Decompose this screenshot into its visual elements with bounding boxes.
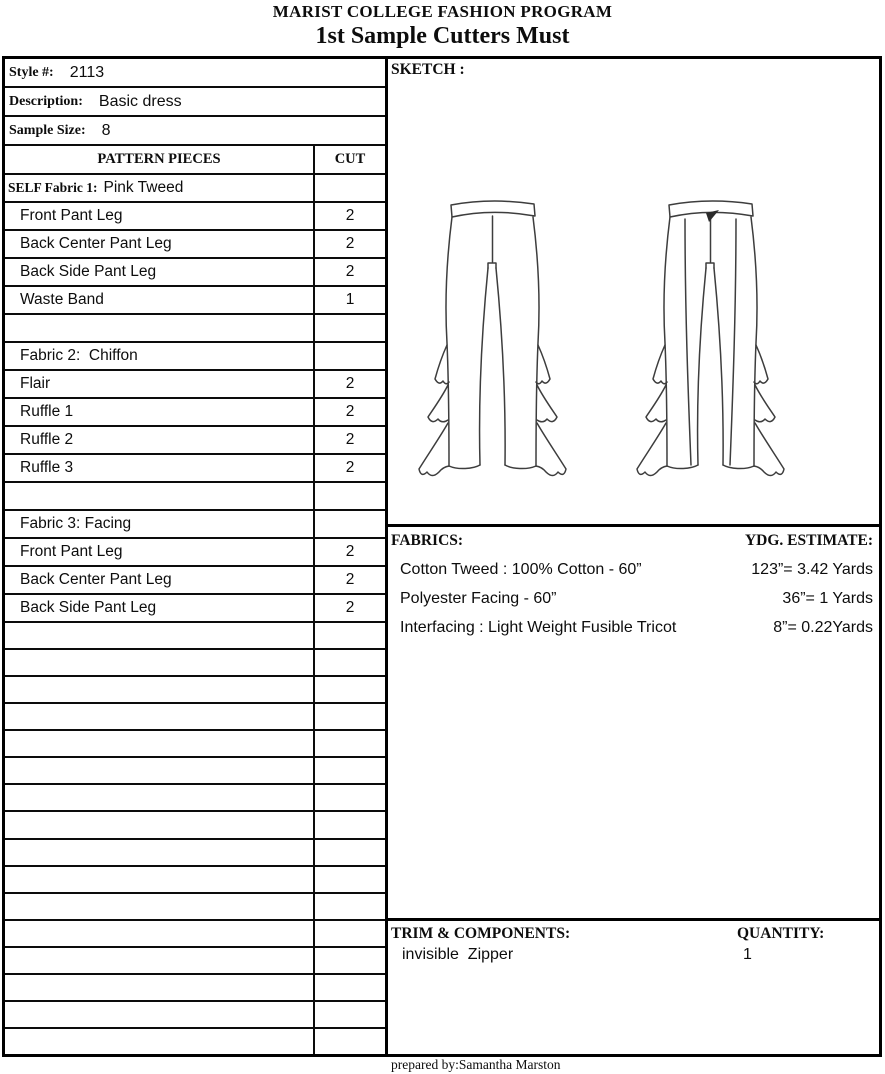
pattern-row [5, 539, 385, 567]
pattern-piece-name-cell [5, 483, 315, 509]
piece-name: Back Center Pant Leg [20, 571, 172, 588]
pattern-row [5, 483, 385, 511]
description-label: Description: [9, 93, 83, 109]
ydg-estimate-label: YDG. ESTIMATE: [744, 532, 873, 549]
cut-count-cell [315, 175, 385, 201]
program-title: MARIST COLLEGE FASHION PROGRAM [272, 2, 613, 21]
pattern-row-empty [5, 948, 385, 975]
pattern-row-empty [5, 704, 385, 731]
cut-count-cell [315, 731, 385, 756]
pattern-row [5, 567, 385, 595]
fabric-name: Cotton Tweed : 100% Cotton - 60” [400, 561, 642, 578]
pattern-row-empty [5, 867, 385, 894]
cut-count-cell [315, 948, 385, 973]
pattern-piece-name-cell [5, 399, 315, 425]
cut-count-cell [315, 975, 385, 1000]
cut-count-cell: 2 [345, 599, 355, 616]
pattern-pieces-panel [5, 59, 388, 1054]
pants-back-view-sketch [637, 201, 784, 475]
pattern-piece-name-cell [5, 894, 315, 919]
pattern-row-empty [5, 785, 385, 812]
pattern-piece-name-cell [5, 315, 315, 341]
cut-count-cell [315, 650, 385, 675]
pattern-pieces-column-header: PATTERN PIECES [5, 146, 315, 173]
piece-name: Back Center Pant Leg [20, 235, 172, 252]
pattern-row-empty [5, 731, 385, 758]
cut-count-cell [315, 343, 385, 369]
sample-size-value: 8 [101, 121, 111, 139]
pattern-piece-name-cell [5, 343, 315, 369]
cut-count-cell: 2 [345, 543, 355, 560]
right-panel [388, 59, 879, 1054]
pattern-row [5, 371, 385, 399]
piece-name: Ruffle 3 [20, 459, 74, 476]
fabrics-header [391, 532, 873, 550]
fabric-name: Polyester Facing - 60” [400, 590, 557, 607]
sample-size-row [5, 117, 385, 146]
pattern-row [5, 399, 385, 427]
cut-column-header: CUT [334, 151, 366, 167]
pattern-piece-name-cell [5, 175, 315, 201]
piece-name: Back Side Pant Leg [20, 263, 157, 280]
fabrics-label: FABRICS: [391, 532, 464, 549]
pattern-row-empty [5, 758, 385, 785]
cut-count-cell [315, 812, 385, 837]
pattern-row [5, 175, 385, 203]
cut-count-cell [315, 867, 385, 892]
sketch-label: SKETCH : [391, 61, 465, 78]
pattern-row-empty [5, 812, 385, 839]
pattern-piece-name-cell [5, 867, 315, 892]
piece-name: Fabric 2: Chiffon [20, 347, 138, 364]
cut-count-cell: 2 [345, 431, 355, 448]
pattern-piece-name-cell [5, 231, 315, 257]
cut-count-cell [315, 1029, 385, 1054]
cut-count-cell [315, 483, 385, 509]
pattern-row-empty [5, 677, 385, 704]
style-number-label: Style #: [9, 64, 54, 80]
trim-quantity: 1 [743, 946, 752, 963]
pattern-piece-name-cell [5, 595, 315, 621]
pattern-piece-name-cell [5, 259, 315, 285]
pattern-row-empty [5, 1029, 385, 1054]
pattern-row-empty [5, 975, 385, 1002]
pattern-filler-rows [5, 623, 385, 1054]
piece-name: Front Pant Leg [20, 543, 123, 560]
cut-count-cell [315, 511, 385, 537]
trim-section [388, 921, 879, 1054]
cut-count-cell: 2 [345, 263, 355, 280]
pattern-piece-name-cell [5, 704, 315, 729]
cut-count-cell [315, 1002, 385, 1027]
pattern-row-empty [5, 1002, 385, 1029]
pattern-piece-name-cell [5, 1029, 315, 1054]
pattern-piece-name-cell [5, 975, 315, 1000]
pattern-row [5, 287, 385, 315]
pattern-piece-name-cell [5, 1002, 315, 1027]
piece-name: Waste Band [20, 291, 104, 308]
fabric-yardage-estimate: 123”= 3.42 Yards [751, 561, 873, 578]
style-number-value: 2113 [69, 63, 105, 81]
pattern-row [5, 343, 385, 371]
cut-count-cell: 2 [345, 459, 355, 476]
pattern-row-empty [5, 921, 385, 948]
prepared-by: prepared by:Samantha Marston [391, 1057, 561, 1072]
piece-name: Back Side Pant Leg [20, 599, 157, 616]
cut-count-cell: 1 [345, 291, 355, 308]
pattern-piece-name-cell [5, 948, 315, 973]
pattern-row [5, 455, 385, 483]
fabrics-section [388, 527, 879, 921]
fabric-row [391, 561, 873, 579]
cut-count-cell: 2 [345, 403, 355, 420]
pants-front-view-sketch [419, 201, 566, 475]
fabric-name: Interfacing : Light Weight Fusible Tricot [400, 619, 677, 636]
sketch-section [388, 59, 879, 527]
pattern-piece-name-cell [5, 567, 315, 593]
piece-name: Flair [20, 375, 51, 392]
pattern-piece-name-cell [5, 511, 315, 537]
piece-name: Front Pant Leg [20, 207, 123, 224]
pattern-row [5, 231, 385, 259]
description-row [5, 88, 385, 117]
pattern-piece-name-cell [5, 287, 315, 313]
fabric-row [391, 619, 873, 637]
quantity-label: QUANTITY: [737, 925, 825, 942]
pattern-piece-name-cell [5, 758, 315, 783]
cut-count-cell [315, 623, 385, 648]
pattern-row [5, 511, 385, 539]
fabric-yardage-estimate: 8”= 0.22Yards [773, 619, 873, 636]
pattern-piece-name-cell [5, 785, 315, 810]
style-number-row [5, 59, 385, 88]
pattern-piece-name-cell [5, 921, 315, 946]
page-title: 1st Sample Cutters Must [315, 23, 570, 49]
pattern-piece-name-cell [5, 371, 315, 397]
description-value: Basic dress [98, 92, 182, 110]
cut-count-cell: 2 [345, 235, 355, 252]
fabric-row [391, 590, 873, 608]
pattern-piece-name-cell [5, 840, 315, 865]
cut-count-cell [315, 758, 385, 783]
trim-components-label: TRIM & COMPONENTS: [391, 925, 571, 942]
pattern-row [5, 203, 385, 231]
pattern-row-empty [5, 894, 385, 921]
cut-count-cell [315, 840, 385, 865]
pattern-row [5, 259, 385, 287]
pattern-piece-name-cell [5, 623, 315, 648]
cut-count-cell: 2 [345, 207, 355, 224]
pattern-row-empty [5, 623, 385, 650]
cut-count-cell [315, 785, 385, 810]
cut-count-cell [315, 894, 385, 919]
spec-form [2, 56, 882, 1057]
pattern-row [5, 595, 385, 623]
trim-row [391, 946, 879, 964]
cut-count-cell [315, 704, 385, 729]
page-header [0, 0, 885, 54]
trim-name: invisible Zipper [402, 946, 514, 963]
piece-name: Fabric 3: Facing [20, 515, 132, 532]
pattern-piece-name-cell [5, 812, 315, 837]
pattern-row-empty [5, 840, 385, 867]
pattern-row [5, 315, 385, 343]
cut-count-cell [315, 315, 385, 341]
piece-name: Pink Tweed [103, 179, 184, 196]
cut-count-cell [315, 921, 385, 946]
pattern-piece-name-cell [5, 203, 315, 229]
trim-header [391, 925, 879, 943]
pattern-piece-name-cell [5, 427, 315, 453]
fabric-label: SELF Fabric 1: [8, 180, 98, 195]
sketch-drawing [388, 59, 879, 524]
pattern-row [5, 427, 385, 455]
pattern-piece-name-cell [5, 539, 315, 565]
cut-count-cell: 2 [345, 375, 355, 392]
sample-size-label: Sample Size: [9, 122, 86, 138]
pattern-table-header [5, 146, 385, 175]
piece-name: Ruffle 2 [20, 431, 74, 448]
pattern-piece-name-cell [5, 455, 315, 481]
fabric-yardage-estimate: 36”= 1 Yards [782, 590, 873, 607]
cut-count-cell: 2 [345, 571, 355, 588]
piece-name: Ruffle 1 [20, 403, 74, 420]
pattern-piece-name-cell [5, 731, 315, 756]
pattern-row-empty [5, 650, 385, 677]
pattern-piece-name-cell [5, 650, 315, 675]
pattern-piece-name-cell [5, 677, 315, 702]
cut-count-cell [315, 677, 385, 702]
